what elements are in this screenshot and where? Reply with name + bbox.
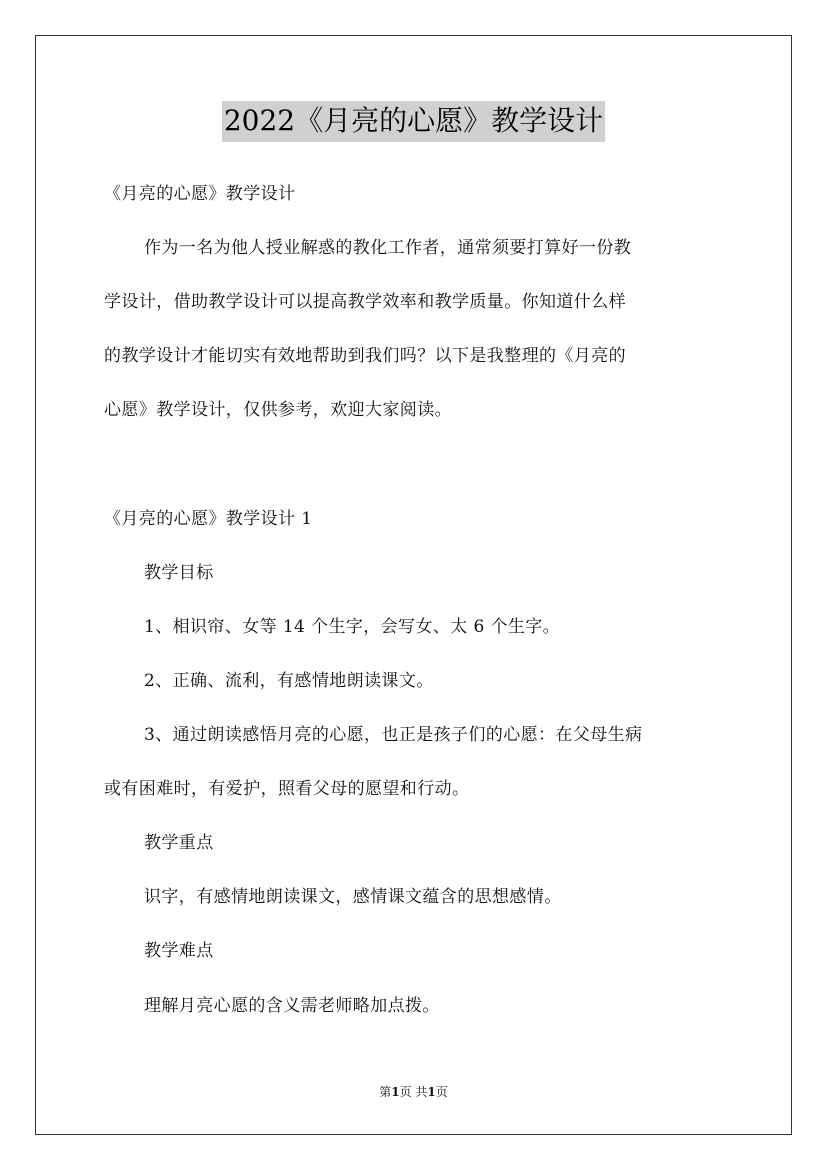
intro-paragraph-line: 作为一名为他人授业解惑的教化工作者，通常须要打算好一份教 (144, 238, 632, 258)
intro-heading: 《月亮的心愿》教学设计 (104, 184, 296, 204)
key-points-heading: 教学重点 (144, 833, 214, 853)
document-title: 2022《月亮的心愿》教学设计 (222, 101, 605, 142)
section-heading: 《月亮的心愿》教学设计 1 (104, 509, 313, 529)
footer-suffix: 页 (435, 1085, 448, 1099)
goal-item: 1、相识帘、女等 14 个生字，会写女、太 6 个生字。 (144, 617, 561, 637)
intro-paragraph-line: 心愿》教学设计，仅供参考，欢迎大家阅读。 (104, 400, 452, 420)
goal-item-continued: 或有困难时，有爱护，照看父母的愿望和行动。 (104, 779, 470, 799)
footer-page-current: 1 (391, 1085, 400, 1099)
intro-paragraph-line: 学设计，借助教学设计可以提高教学效率和教学质量。你知道什么样 (104, 292, 626, 312)
intro-paragraph-line: 的教学设计才能切实有效地帮助到我们吗？以下是我整理的《月亮的 (104, 346, 626, 366)
goal-item: 3、通过朗读感悟月亮的心愿，也正是孩子们的心愿：在父母生病 (144, 725, 643, 745)
goals-heading: 教学目标 (144, 563, 214, 583)
difficulty-heading: 教学难点 (144, 941, 214, 961)
page-footer (0, 1084, 827, 1100)
difficulty-text: 理解月亮心愿的含义需老师略加点拨。 (144, 996, 440, 1016)
goal-item: 2、正确、流利，有感情地朗读课文。 (144, 671, 434, 691)
document-title-wrap (0, 101, 827, 142)
footer-page-total: 1 (427, 1085, 436, 1099)
footer-prefix: 第 (379, 1085, 392, 1099)
key-points-text: 识字，有感情地朗读课文，感情课文蕴含的思想感情。 (144, 887, 562, 907)
footer-mid: 页 共 (399, 1085, 428, 1099)
